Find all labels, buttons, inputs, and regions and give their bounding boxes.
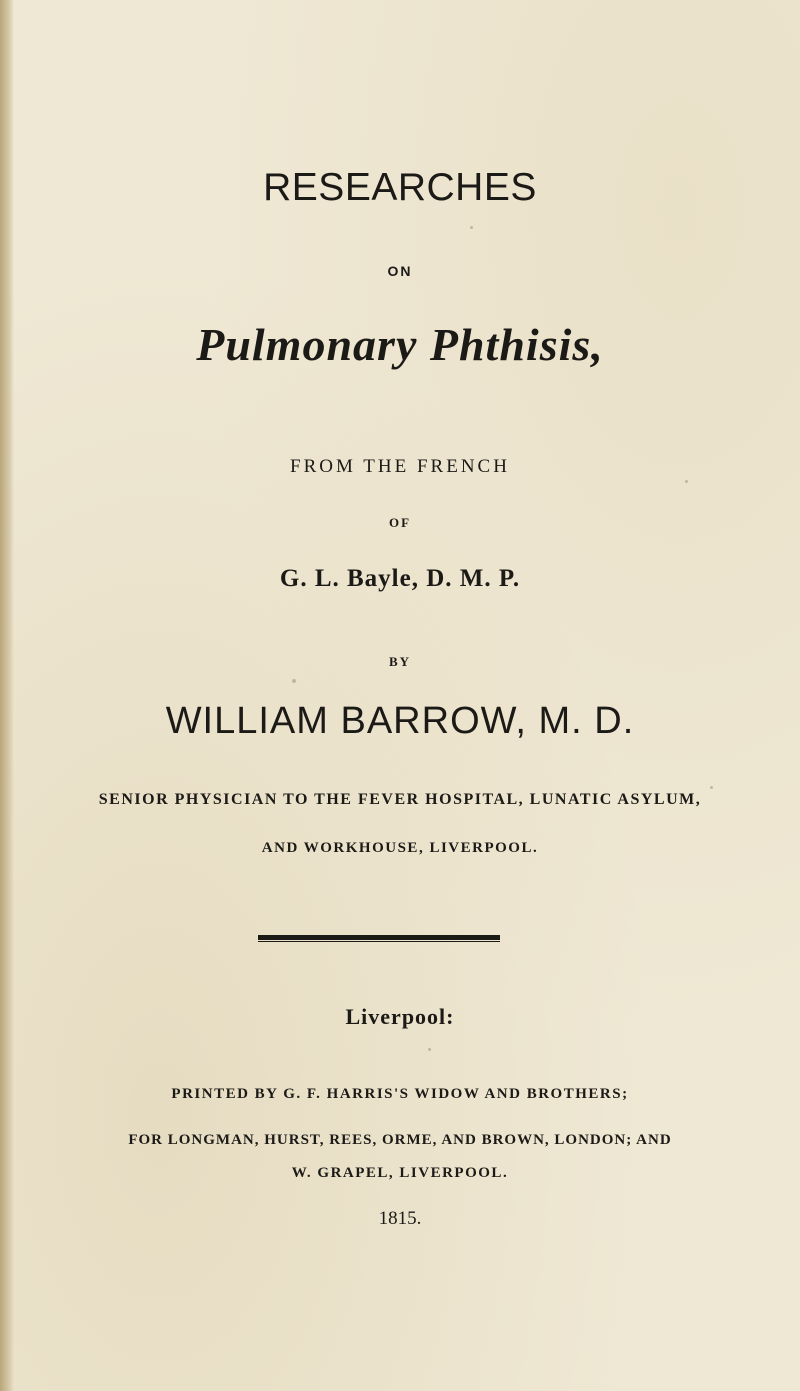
translator-name: WILLIAM BARROW, M. D. — [165, 700, 635, 742]
paper-spot — [470, 226, 473, 229]
blackletter-author: G. L. Bayle, D. M. P. — [279, 565, 521, 592]
of-word: OF — [388, 515, 412, 530]
publication-year: 1815. — [378, 1208, 422, 1229]
on-word: ON — [387, 263, 413, 279]
divider-rule — [258, 935, 500, 940]
paper-spot — [685, 480, 688, 483]
book-title: RESEARCHES — [263, 166, 537, 209]
blackletter-subject: Pulmonary Phthisis, — [196, 319, 604, 370]
by-word: BY — [388, 654, 412, 669]
translator-position-line-1: SENIOR PHYSICIAN TO THE FEVER HOSPITAL, LUNATIC ASYLUM, — [98, 791, 702, 808]
from-the-french-line: FROM THE FRENCH — [290, 456, 510, 477]
imprint-place: Liverpool: — [345, 1004, 455, 1029]
publisher-line: FOR LONGMAN, HURST, REES, ORME, AND BROWN, LONDON; AND — [128, 1132, 672, 1148]
paper-spot — [710, 786, 713, 789]
printer-line: PRINTED BY G. F. HARRIS'S WIDOW AND BROTHERS; — [171, 1086, 629, 1102]
paper-spot — [428, 1048, 431, 1051]
translator-position-line-2: AND WORKHOUSE, LIVERPOOL. — [261, 840, 539, 856]
paper-spot — [292, 679, 296, 683]
divider-rule-thin — [258, 941, 500, 942]
bookseller-line: W. GRAPEL, LIVERPOOL. — [291, 1165, 509, 1181]
